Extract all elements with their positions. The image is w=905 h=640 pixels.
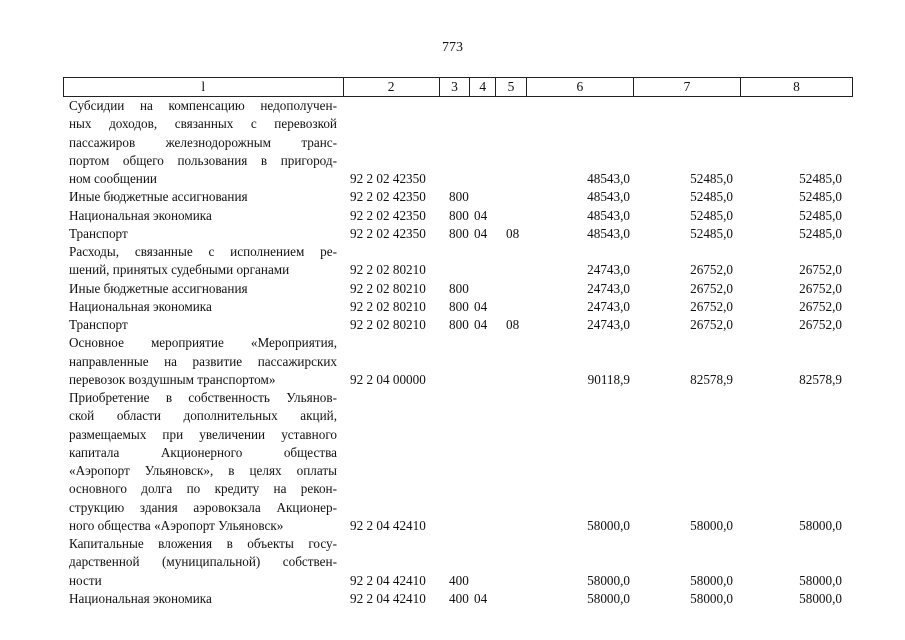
table-row [0, 407, 905, 425]
row-description: пассажиров железнодорожным транс- [69, 134, 337, 150]
row-description: «Аэропорт Ульяновск», в целях оплаты [69, 463, 337, 478]
row-description: Иные бюджетные ассигнования [69, 280, 248, 296]
row-description: Транспорт [69, 317, 128, 332]
row-section: 04 [474, 207, 488, 223]
row-value-col-7: 52485,0 [690, 225, 733, 241]
row-expense-type: 800 [449, 189, 469, 205]
row-code: 92 2 02 80210 [350, 262, 426, 278]
row-code: 92 2 04 00000 [350, 371, 426, 387]
row-code: 92 2 02 42350 [350, 207, 426, 223]
row-value-col-8: 26752,0 [799, 262, 842, 278]
row-code: 92 2 02 80210 [350, 298, 426, 314]
row-description: Основное мероприятие «Мероприятия, [69, 335, 337, 351]
row-value-col-7: 82578,9 [690, 371, 733, 387]
row-code: 92 2 02 42350 [350, 171, 426, 186]
table-row [0, 134, 905, 152]
row-subsection: 08 [506, 317, 520, 332]
row-description: перевозок воздушным транспортом» [69, 371, 276, 387]
row-value-col-6: 24743,0 [587, 280, 630, 296]
row-value-col-6: 24743,0 [587, 317, 630, 332]
row-expense-type: 800 [449, 225, 469, 241]
header-col-8: 8 [793, 79, 800, 94]
row-description: основного долга по кредиту на рекон- [69, 481, 337, 497]
table-row [0, 462, 905, 480]
row-section: 04 [474, 298, 488, 314]
header-col-3: 3 [440, 78, 471, 96]
row-value-col-7: 52485,0 [690, 207, 733, 223]
header-col-7: 7 [634, 78, 741, 96]
table-row [0, 517, 905, 535]
row-value-col-6: 58000,0 [587, 572, 630, 588]
row-description: портом общего пользования в пригород- [69, 152, 337, 168]
header-col-1: l [64, 78, 344, 96]
row-expense-type: 400 [449, 590, 469, 606]
row-value-col-6: 48543,0 [587, 189, 630, 205]
page-number: 773 [442, 40, 463, 55]
row-code: 92 2 04 42410 [350, 517, 426, 533]
row-description: Национальная экономика [69, 590, 212, 606]
row-value-col-8: 58000,0 [799, 590, 842, 606]
table-row [0, 371, 905, 389]
row-code: 92 2 02 80210 [350, 317, 426, 332]
table-row [0, 426, 905, 444]
table-row [0, 188, 905, 206]
row-value-col-8: 58000,0 [799, 517, 842, 533]
table-row [0, 535, 905, 553]
table-row [0, 261, 905, 279]
row-description: капитала Акционерного общества [69, 444, 337, 460]
row-code: 92 2 02 80210 [350, 280, 426, 296]
row-description: Приобретение в собственность Ульянов- [69, 390, 337, 405]
row-value-col-8: 52485,0 [799, 189, 842, 205]
table-row [0, 480, 905, 498]
table-row [0, 207, 905, 225]
table-row [0, 225, 905, 243]
row-value-col-7: 52485,0 [690, 171, 733, 186]
row-expense-type: 800 [449, 317, 469, 332]
row-description: Национальная экономика [69, 298, 212, 314]
row-code: 92 2 04 42410 [350, 590, 426, 606]
row-description: дарственной (муниципальной) собствен- [69, 554, 337, 570]
row-value-col-7: 26752,0 [690, 262, 733, 278]
row-value-col-6: 48543,0 [587, 171, 630, 186]
table-row [0, 590, 905, 608]
row-expense-type: 400 [449, 572, 469, 588]
row-description: ного общества «Аэропорт Ульяновск» [69, 517, 284, 533]
row-value-col-6: 24743,0 [587, 298, 630, 314]
row-section: 04 [474, 317, 488, 332]
row-description: Расходы, связанные с исполнением ре- [69, 244, 337, 259]
row-value-col-8: 58000,0 [799, 572, 842, 588]
row-value-col-6: 90118,9 [587, 371, 630, 387]
row-description: ской области дополнительных акций, [69, 408, 337, 424]
table-row [0, 298, 905, 316]
table-row [0, 444, 905, 462]
row-value-col-8: 52485,0 [799, 207, 842, 223]
row-description: Субсидии на компенсацию недополучен- [69, 98, 337, 113]
row-expense-type: 800 [449, 298, 469, 314]
row-description: направленные на развитие пассажирских [69, 353, 337, 369]
row-expense-type: 800 [449, 280, 469, 296]
row-value-col-7: 58000,0 [690, 517, 733, 533]
row-description: Национальная экономика [69, 207, 212, 223]
row-value-col-8: 82578,9 [799, 371, 842, 387]
row-description: Иные бюджетные ассигнования [69, 189, 248, 205]
header-col-6: 6 [527, 78, 634, 96]
row-value-col-6: 58000,0 [587, 590, 630, 606]
table-row [0, 499, 905, 517]
header-col-5: 5 [496, 78, 527, 96]
row-description: ном сообщении [69, 171, 157, 186]
row-value-col-7: 26752,0 [690, 317, 733, 332]
table-row [0, 170, 905, 188]
table-row [0, 553, 905, 571]
row-value-col-7: 26752,0 [690, 280, 733, 296]
row-section: 04 [474, 225, 488, 241]
table-row [0, 115, 905, 133]
row-value-col-7: 26752,0 [690, 298, 733, 314]
table-row [0, 97, 905, 115]
row-value-col-8: 26752,0 [799, 298, 842, 314]
row-description: Транспорт [69, 225, 128, 241]
table-row [0, 389, 905, 407]
row-description: ности [69, 572, 102, 588]
row-value-col-8: 52485,0 [799, 171, 842, 186]
row-description: струкцию здания аэровокзала Акционер- [69, 499, 337, 515]
row-value-col-7: 58000,0 [690, 590, 733, 606]
row-value-col-6: 24743,0 [587, 262, 630, 278]
table-row [0, 280, 905, 298]
row-value-col-6: 48543,0 [587, 225, 630, 241]
row-description: шений, принятых судебными органами [69, 262, 290, 278]
table-row [0, 353, 905, 371]
row-value-col-8: 26752,0 [799, 317, 842, 332]
header-col-2: 2 [344, 78, 440, 96]
row-expense-type: 800 [449, 207, 469, 223]
table-row [0, 152, 905, 170]
row-description: ных доходов, связанных с перевозкой [69, 116, 337, 132]
table-row [0, 572, 905, 590]
row-code: 92 2 04 42410 [350, 572, 426, 588]
row-code: 92 2 02 42350 [350, 225, 426, 241]
row-value-col-6: 58000,0 [587, 517, 630, 533]
table-row [0, 243, 905, 261]
table-row [0, 334, 905, 352]
row-value-col-7: 52485,0 [690, 189, 733, 205]
header-col-4: 4 [470, 78, 496, 96]
row-value-col-8: 52485,0 [799, 225, 842, 241]
row-value-col-8: 26752,0 [799, 280, 842, 296]
row-value-col-7: 58000,0 [690, 572, 733, 588]
row-value-col-6: 48543,0 [587, 207, 630, 223]
row-description: Капитальные вложения в объекты госу- [69, 536, 337, 551]
row-description: размещаемых при увеличении уставного [69, 426, 337, 442]
table-header [63, 77, 853, 97]
row-subsection: 08 [506, 225, 520, 241]
table-row [0, 316, 905, 334]
row-section: 04 [474, 590, 488, 606]
row-code: 92 2 02 42350 [350, 189, 426, 205]
